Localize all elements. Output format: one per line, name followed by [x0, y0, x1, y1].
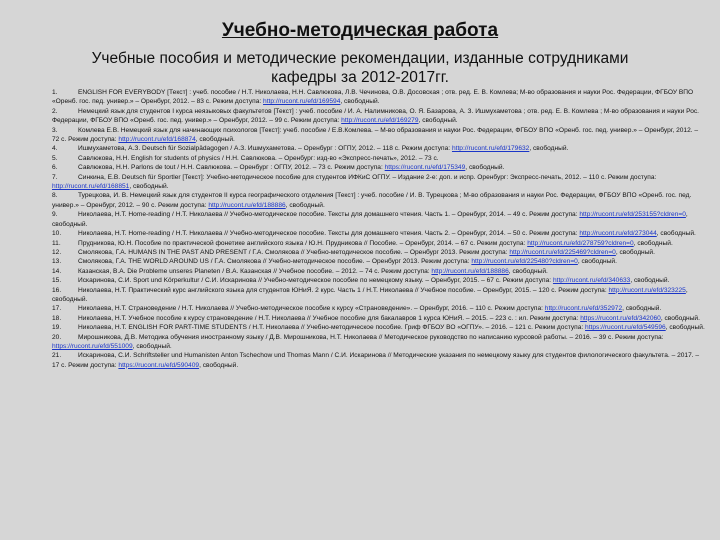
list-item-link[interactable]: http://rucont.ru/efd/168874 — [118, 136, 196, 144]
list-item-text: Турецкова, И. В. Немецкий язык для студентов II курса географического отделения [Текст] : учеб. пособие / И. В. Турецкова ; М-во образования и науки Рос. Федерации, ФГБОУ ВПО «Оренб. гос. пед. универ.» – Оренбург, 2012. – 90 с. Режим доступа: — [52, 192, 692, 209]
list-item — [52, 351, 706, 370]
list-item-number: 10. — [52, 230, 62, 238]
list-item-number: 9. — [52, 211, 58, 219]
list-item-tail: , свободный. — [630, 277, 670, 285]
list-item-tail: , свободный. — [622, 305, 662, 313]
list-item-text: Савлюкова, Н.Н. English for students of physics / Н.Н. Савлюкова. – Оренбург: изд-во «Экспресс-печать», 2012. – 73 с. — [78, 154, 439, 162]
list-item-tail: , свободный. — [199, 361, 239, 369]
list-item-number: 19. — [52, 324, 62, 332]
list-item-number: 7. — [52, 173, 58, 181]
list-item-number: 3. — [52, 126, 58, 134]
list-item-number: 13. — [52, 258, 62, 266]
list-item-tail: , свободный. — [340, 98, 380, 106]
list-item-link[interactable]: http://rucont.ru/efd/188886 — [208, 201, 286, 209]
list-item — [52, 267, 706, 276]
list-item-tail: , свободный. — [615, 248, 655, 256]
list-item-tail: , свободный. — [660, 314, 700, 322]
list-item — [52, 126, 706, 145]
list-item-link[interactable]: https://rucont.ru/efd/590409 — [118, 361, 200, 369]
list-item-text: Николаева, Н.Т. Практический курс английского языка для студентов ЮНиЯ. 2 курс. Часть 1 / Н.Т. Николаева // Учебное пособие. – Оренбург, 2015. – 120 с. Режим доступа: — [78, 286, 609, 294]
list-item-link[interactable]: http://rucont.ru/efd/169279 — [341, 117, 419, 125]
list-item-tail: , свободный. — [52, 211, 688, 228]
list-item-tail: , свободный. — [129, 183, 169, 191]
list-item — [52, 173, 706, 192]
list-item — [52, 314, 706, 323]
list-item-tail: , свободный. — [465, 164, 505, 172]
list-item-text: Николаева, Н.Т. Home-reading / Н.Т. Николаева // Учебно-методическое пособие. Тексты для домашнего чтения. Часть 2. – Оренбург, 2014. – 50 с. Режим доступа: — [78, 230, 580, 238]
list-item-text: Искаринова, С.И. Schriftsteller und Humanisten Anton Tschechow und Thomas Mann / С.И. Искаринова // Методические указания по немецкому языку для студентов филологического факультета. – 2017. – 17 с. Режим доступа: — [52, 352, 700, 369]
list-item-number: 5. — [52, 154, 58, 162]
list-item — [52, 88, 706, 107]
list-item-text: Николаева, Н.Т. Страноведение / Н.Т. Николаева // Учебно-методическое пособие к курсу «Страноведение». – Оренбург, 2016. – 110 с. Режим доступа: — [78, 305, 545, 313]
page-subtitle: Учебные пособия и методические рекомендации, изданные сотрудниками кафедры за 2012-2017гг. — [91, 50, 629, 86]
list-item-tail: , свободный. — [508, 267, 548, 275]
list-item-text: Николаева, Н.Т. Учебное пособие к курсу страноведение / Н.Т. Николаева // Учебное пособие для бакалавров 1 курса ЮНиЯ. – 2015. – 223 с. : ил. Режим доступа: — [78, 314, 581, 322]
list-item-tail: , свободный. — [52, 286, 688, 303]
list-item-number: 14. — [52, 267, 62, 275]
list-item-number: 2. — [52, 107, 58, 115]
page-title-text: Учебно-методическая работа — [221, 20, 499, 41]
list-item-link[interactable]: http://rucont.ru/efd/340633 — [552, 277, 631, 285]
list-item-text: Мирошникова, Д.В. Методика обучения иностранному языку / Д.В. Мирошникова, Н.Т. Николаева // Методическое руководство по написанию курсовой работы. – 2016. – 39 с. Режим доступа: — [78, 333, 664, 341]
list-item-link[interactable]: http://rucont.ru/efd/352972 — [544, 305, 623, 313]
list-item-number: 11. — [52, 239, 61, 247]
list-item-tail: , свободный. — [665, 324, 705, 332]
list-item-text: Немецкий язык для студентов I курса неязыковых факультетов [Текст] : учеб. пособие / И. А. Налимникова, О. Я. Базарова, А. З. Ишмухаметова ; отв. ред. Е. В. Комлева ; М-во образования и науки Рос. Федерации, ФГБОУ ВПО «Оренб. гос. пед. универ.» – Оренбург, 2012. – 99 с. Режим доступа: — [52, 107, 699, 125]
list-item-link[interactable]: https://rucont.ru/efd/549596 — [585, 324, 666, 332]
list-item — [52, 107, 706, 126]
list-item — [52, 304, 706, 313]
list-item — [52, 323, 706, 332]
list-item — [52, 163, 706, 172]
list-item-link[interactable]: http://rucont.ru/efd/278759?cldren=0 — [527, 239, 634, 247]
list-item-number: 21. — [52, 352, 62, 360]
list-item-text: Казанская, В.А. Die Probleme unseres Planeten / В.А. Казанская // Учебное пособие. – 2012. – 74 с. Режим доступа: — [78, 267, 432, 275]
list-item — [52, 229, 706, 238]
list-item-tail: , свободный. — [285, 201, 325, 209]
list-item-text: Ишмухаметова, А.З. Deutsch für Sozialpädagogen / А.З. Ишмухаметова. – Оренбург : ОГПУ, 2012. – 118 с. Режим доступа: — [78, 145, 452, 153]
list-item-number: 15. — [52, 277, 62, 285]
list-item-link[interactable]: http://rucont.ru/efd/225480?cldren=0 — [471, 258, 578, 266]
list-item-text: Савлюкова, Н.Н. Parlons de tout / Н.Н. Савлюкова. – Оренбург : ОГПУ, 2012. – 73 с. Режим доступа: — [78, 164, 385, 172]
list-item-link[interactable]: http://rucont.ru/efd/253155?cldren=0 — [579, 211, 686, 219]
list-item-link[interactable]: http://rucont.ru/efd/273044 — [579, 230, 657, 238]
list-item-tail: , свободный. — [195, 136, 235, 144]
list-item-number: 6. — [52, 164, 58, 172]
list-item-link[interactable]: http://rucont.ru/efd/168851 — [52, 183, 130, 191]
list-item-text: Смолякова, Г.А. THE WORLD AROUND US / Г.А. Смолякова // Учебно-методическое пособие. – Оренбург 2013. Режим доступа: — [78, 258, 472, 266]
list-item-link[interactable]: https://rucont.ru/efd/551009 — [52, 342, 133, 350]
list-item-text: Николаева, Н.Т. ENGLISH FOR PART-TIME STUDENTS / Н.Т. Николаева // Учебно-методическое пособие. Гриф ФГБОУ ВО «ОГПУ». – 2016. – 121 с. Режим доступа: — [78, 324, 586, 332]
page-title — [0, 20, 720, 42]
list-item-number: 1. — [52, 89, 58, 96]
list-item — [52, 191, 706, 210]
list-item-number: 18. — [52, 314, 62, 322]
list-item-tail: , свободный. — [633, 239, 673, 247]
list-item-number: 20. — [52, 333, 62, 341]
list-item-link[interactable]: http://rucont.ru/efd/169594 — [263, 98, 341, 106]
list-item — [52, 333, 706, 352]
list-item — [52, 276, 706, 285]
publication-list — [52, 88, 706, 370]
list-item-link[interactable]: http://rucont.ru/efd/179632 — [451, 145, 530, 153]
list-item — [52, 154, 706, 163]
list-item-text: Николаева, Н.Т. Home-reading / Н.Т. Николаева // Учебно-методическое пособие. Тексты для домашнего чтения. Часть 1. – Оренбург, 2014. – 49 с. Режим доступа: — [78, 211, 580, 219]
list-item — [52, 248, 706, 257]
list-item-tail: , свободный. — [577, 258, 617, 266]
list-item-tail: , свободный. — [418, 117, 458, 125]
list-item — [52, 144, 706, 153]
list-item — [52, 210, 706, 229]
list-item-number: 4. — [52, 145, 58, 153]
list-item-text: Прудникова, Ю.Н. Пособие по практической фонетике английского языка / Ю.Н. Прудникова // Пособие. – Оренбург, 2014. – 67 с. Режим доступа: — [78, 239, 528, 247]
list-item-link[interactable]: http://rucont.ru/efd/225469?cldren=0 — [509, 248, 616, 256]
list-item-link[interactable]: http://rucont.ru/efd/188886 — [431, 267, 509, 275]
list-item-text: ENGLISH FOR EVERYBODY [Текст] : учеб. пособие / Н.Т. Николаева, Н.Н. Савлюкова, Л.В. Чечинова, О.В. Досовская ; отв. ред. Е. В. Комлева; М-во образования и науки Рос. Федерации, ФГБОУ ВПО «Оренб. гос. пед. универ.» – Оренбург, 2012. – 83 с. Режим доступа: — [52, 89, 694, 106]
list-item-link[interactable]: http://rucont.ru/efd/323225 — [608, 286, 686, 294]
list-item-text: Искаринова, С.И. Sport und Körperkultur / С.И. Искаринова // Учебно-методическое пособие по немецкому языку. – Оренбург, 2015. – 67 с. Режим доступа: — [78, 277, 553, 285]
list-item-number: 12. — [52, 248, 62, 256]
list-item-text: Комлева Е.В. Немецкий язык для начинающих психологов [Текст]: учеб. пособие / Е.В.Комлева. – М-во образования и науки Рос. Федерации, ФГБОУ ВПО «Оренб. гос. пед. универ.» – Оренбург, 2012. – 72 с. Режим доступа: — [52, 126, 699, 144]
list-item-tail: , свободный. — [529, 145, 569, 153]
list-item-number: 8. — [52, 192, 58, 200]
list-item — [52, 286, 706, 305]
list-item — [52, 257, 706, 266]
list-item-link[interactable]: https://rucont.ru/efd/175349 — [384, 164, 466, 172]
list-item — [52, 239, 706, 248]
list-item-text: Смолякова, Г.А. HUMANS IN THE PAST AND PRESENT / Г.А. Смолякова // Учебно-методическое пособие. – Оренбург 2013. Режим доступа: — [78, 248, 510, 256]
list-item-number: 17. — [52, 305, 62, 313]
list-item-text: Синкина, Е.В. Deutsch für Sportler [Текст]: Учебно-методическое пособие для студентов ИФКиС ОГПУ. – Издание 2-е: доп. и испр. Оренбург: Экспресс-печать, 2012. – 110 с. Режим доступа: — [78, 173, 657, 181]
list-item-link[interactable]: https://rucont.ru/efd/342060 — [580, 314, 661, 322]
list-item-tail: , свободный. — [656, 230, 696, 238]
list-item-number: 16. — [52, 286, 62, 294]
list-item-tail: , свободный. — [132, 342, 172, 350]
